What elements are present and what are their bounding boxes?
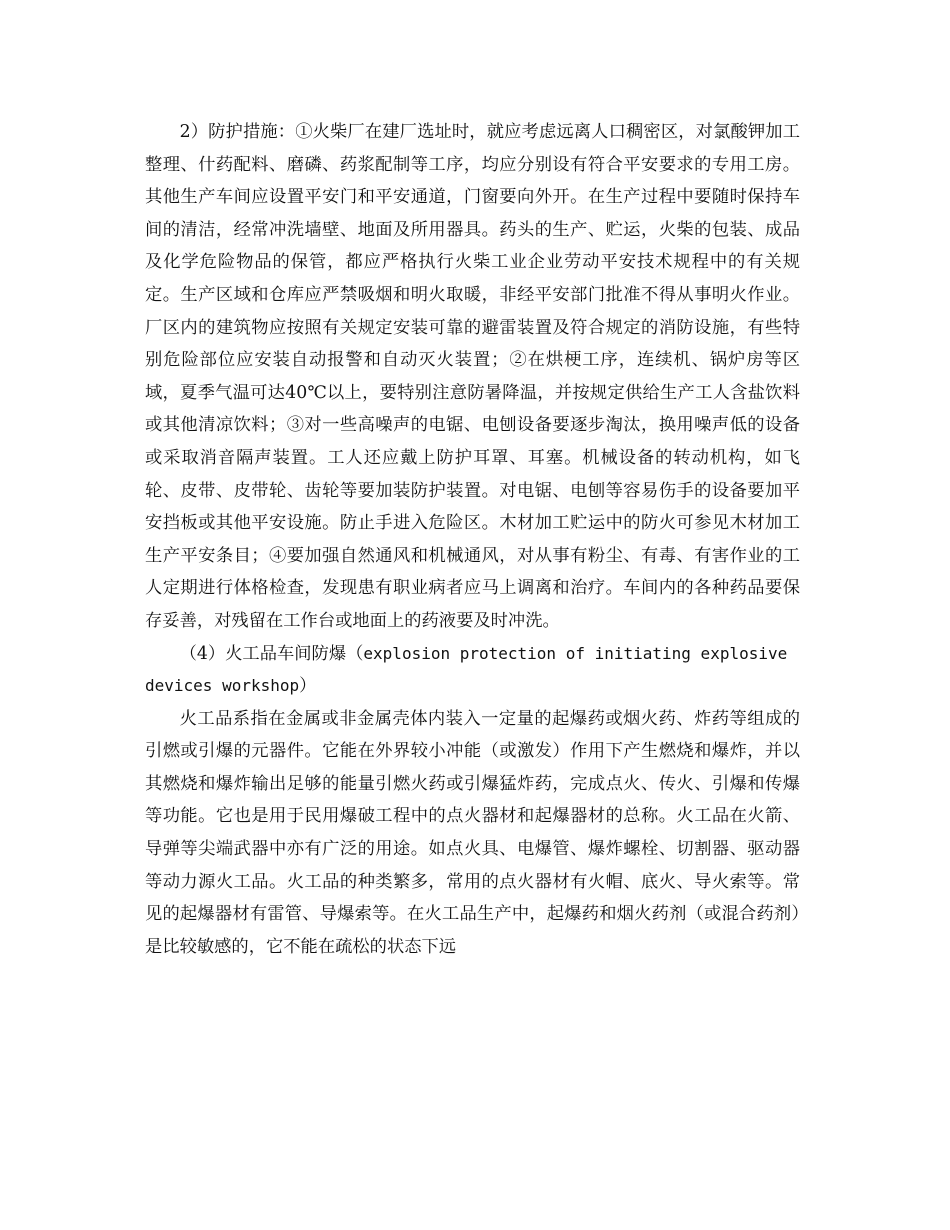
section-heading-en: explosion protection of initiating explosive devices workshop — [145, 643, 788, 696]
section-heading — [145, 638, 800, 703]
section-heading-cn: （4）火工品车间防爆（ — [179, 643, 364, 664]
protection-measures-paragraph: 2）防护措施：①火柴厂在建厂选址时，就应考虑远离人口稠密区，对氯酸钾加工整理、什药配料、磨磷、药浆配制等工序，均应分别设有符合平安要求的专用工房。其他生产车间应设置平安门和平安通道，门窗要向外开。在生产过程中要随时保持车间的清洁，经常冲洗墙壁、地面及所用器具。药头的生产、贮运，火柴的包装、成品及化学危险物品的保管，都应严格执行火柴工业企业劳动平安技术规程中的有关规定。生产区域和仓库应严禁吸烟和明火取暖，非经平安部门批准不得从事明火作业。厂区内的建筑物应按照有关规定安装可靠的避雷装置及符合规定的消防设施，有些特别危险部位应安装自动报警和自动灭火装置；②在烘梗工序，连续机、锅炉房等区域，夏季气温可达40℃以上，要特别注意防暑降温，并按规定供给生产工人含盐饮料或其他清凉饮料；③对一些高噪声的电锯、电刨设备要逐步淘汰，换用噪声低的设备或采取消音隔声装置。工人还应戴上防护耳罩、耳塞。机械设备的转动机构，如飞轮、皮带、皮带轮、齿轮等要加装防护装置。对电锯、电刨等容易伤手的设备要加平安挡板或其他平安设施。防止手进入危险区。木材加工贮运中的防火可参见木材加工生产平安条目；④要加强自然通风和机械通风，对从事有粉尘、有毒、有害作业的工人定期进行体格检查，发现患有职业病者应马上调离和治疗。车间内的各种药品要保存妥善，对残留在工作台或地面上的药液要及时冲洗。 — [145, 122, 800, 631]
section-heading-close: ） — [299, 676, 317, 697]
initiating-devices-paragraph: 火工品系指在金属或非金属壳体内装入一定量的起爆药或烟火药、炸药等组成的引燃或引爆的元器件。它能在外界较小冲能（或激发）作用下产生燃烧和爆炸，并以其燃烧和爆炸输出足够的能量引燃火药或引爆猛炸药，完成点火、传火、引爆和传爆等功能。它也是用于民用爆破工程中的点火器材和起爆器材的总称。火工品在火箭、导弹等尖端武器中亦有广泛的用途。如点火具、电爆管、爆炸螺栓、切割器、驱动器等动力源火工品。火工品的种类繁多，常用的点火器材有火帽、底火、导火索等。常见的起爆器材有雷管、导爆索等。在火工品生产中，起爆药和烟火药剂（或混合药剂）是比较敏感的，它不能在疏松的状态下远 — [145, 708, 800, 957]
document-body — [145, 116, 800, 963]
